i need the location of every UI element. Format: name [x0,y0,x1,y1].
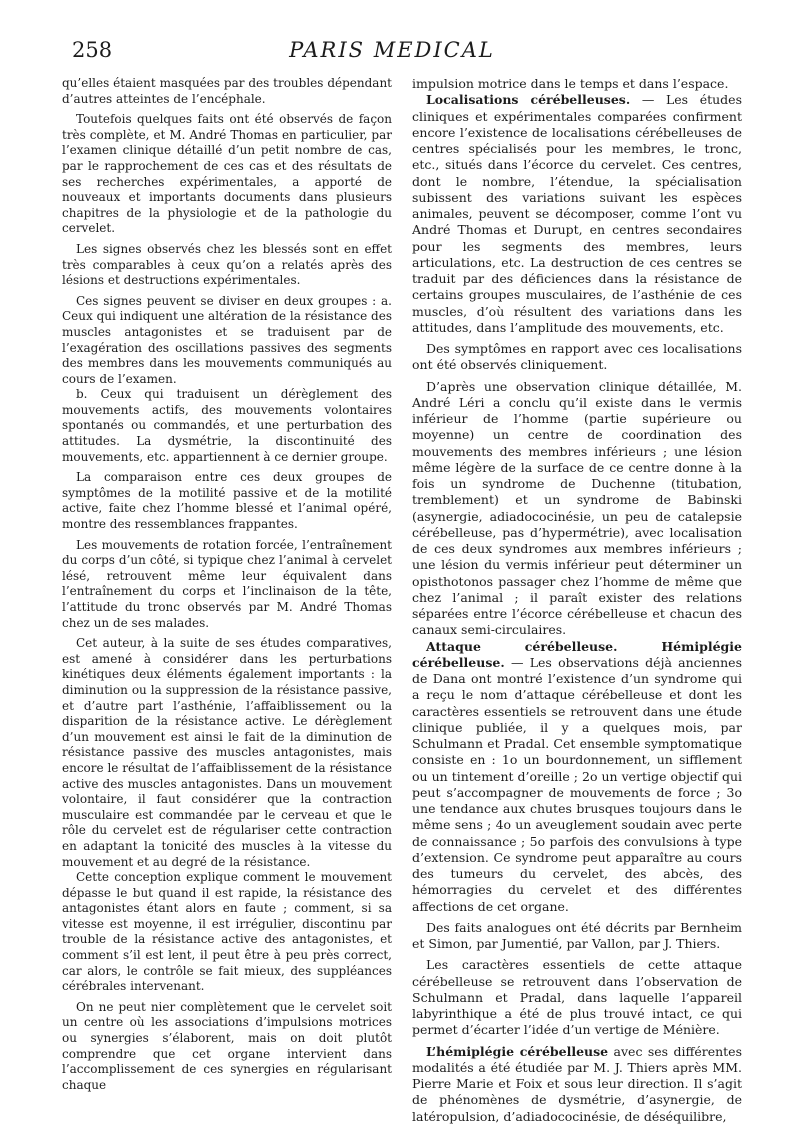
paragraph: impulsion motrice dans le temps et dans l’espace. [412,76,729,91]
paragraph [412,639,742,915]
paragraph: qu’elles étaient masquées par des troubles dépendant d’autres atteintes de l’encéphale. [62,76,392,106]
paragraph-text: — Les observations déjà anciennes de Dana ont montré l’existence d’un syndrome qui a reçu le nom d’attaque cérébelleuse et dont les caractères essentiels se retrouvent dans une étude clinique publiée, il y a quelques mois, par Schulmann et Pradal. Cet ensemble symptomatique consiste en : 1o un bourdonnement, un sifflement ou un tintement d’oreille ; 2o un vertige objectif qui peut s’accompagner de mouvements de force ; 3o une tendance aux chutes brusques toujours dans le même sens ; 4o un aveuglement soudain avec perte de connaissance ; 5o parfois des convulsions à type d’extension. Ce syndrome peut apparaître au cours des tumeurs du cervelet, des abcès, des hémorragies du cervelet et des différentes affections de cet organe. [412,654,742,914]
left-column [62,76,392,1093]
paragraph: Cet auteur, à la suite de ses études comparatives, est amené à considérer dans les perturbations kinétiques deux éléments également importants : la diminution ou la suppression de la résistance passive, et d’autre part l’asthénie, l’affaiblissement ou la disparition de la résistance active. Le dérèglement d’un mouvement est ainsi le fait de la diminution de résistance passive des muscles antagonistes, mais encore le résultat de l’affaiblissement de la résistance active des muscles antagonistes. Dans un mouvement volontaire, il faut considérer que la contraction musculaire est commandée par le cerveau et que le rôle du cervelet est de régulariser cette contraction en adaptant la tonicité des muscles à la vitesse du mouvement et au degré de la résistance. [62,636,392,869]
paragraph: Toutefois quelques faits ont été observés de façon très complète, et M. André Thomas en particulier, par l’examen clinique détaillé d’un petit nombre de cas, par le rapprochement de ces cas et des résultats de ses recherches expérimentales, a apporté de nouveaux et importants documents dans plusieurs chapitres de la physiologie et de la pathologie du cervelet. [62,112,392,236]
paragraph: Ces signes peuvent se diviser en deux groupes : a. Ceux qui indiquent une altération de la résistance des muscles antagonistes et se traduisent par de l’exagération des oscillations passives des segments des membres dans les mouvements communiqués au cours de l’examen. [62,293,392,386]
paragraph: Les mouvements de rotation forcée, l’entraînement du corps d’un côté, si typique chez l’animal à cervelet lésé, retrouvent même leur équivalent dans l’entraînement du corps et l’inclinaison de la tête, l’attitude du tronc observés par M. André Thomas chez un de ses malades. [62,537,392,630]
section-heading: Localisations cérébelleuses. [426,92,631,108]
paragraph: Des symptômes en rapport avec ces localisations ont été observés cliniquement. [412,341,742,373]
paragraph: Les signes observés chez les blessés sont en effet très comparables à ceux qu’on a relatés après des lésions et destructions expérimentales. [62,241,392,288]
right-column [412,76,742,1125]
paragraph: Cette conception explique comment le mouvement dépasse le but quand il est rapide, la résistance des antagonistes étant alors en faute ; comment, si sa vitesse est moyenne, il est irrégulier, discontinu par trouble de la résistance active des antagonistes, et comment s’il est lent, il peut être à peu près correct, car alors, le contrôle se fait mieux, des suppléances cérébrales intervenant. [62,870,392,994]
page-header [42,38,742,68]
paragraph-text: avec ses différentes modalités a été étudiée par M. J. Thiers après MM. Pierre Marie et Foix et sous leur direction. Il s’agit de phénomènes de dysmétrie, d’asynergie, de latéropulsion, d’adiadococinésie, de déséquilibre, [412,1043,742,1124]
running-title: PARIS MEDICAL [289,38,495,62]
section-heading: L’hémiplégie cérébelleuse [426,1043,609,1059]
paragraph: b. Ceux qui traduisent un dérèglement des mouvements actifs, des mouvements volontaires spontanés ou commandés, et une perturbation des attitudes. La dysmétrie, la discontinuité des mouvements, etc. appartiennent à ce dernier groupe. [62,387,392,464]
page-number: 258 [72,38,113,62]
paragraph: Des faits analogues ont été décrits par Bernheim et Simon, par Jumentié, par Vallon, par J. Thiers. [412,919,742,951]
paragraph [412,92,742,336]
paragraph [412,1044,742,1125]
paragraph-text: — Les études cliniques et expérimentales comparées confirment encore l’existence de localisations cérébelleuses de centres spécialisés pour les membres, le tronc, etc., situés dans l’écorce du cervelet. Ces centres, dont le nombre, l’étendue, la spécialisation subissent des variations suivant les espèces animales, peuvent se décomposer, comme l’ont vu André Thomas et Durupt, en centres secondaires pour les segments des membres, leurs articulations, etc. La destruction de ces centres se traduit par des déficiences dans la résistance de certains groupes musculaires, de l’asthénie de ces muscles, d’où résultent des variations dans les attitudes, dans l’amplitude des mouvements, etc. [412,92,742,335]
paragraph: On ne peut nier complètement que le cervelet soit un centre où les associations d’impulsions motrices ou synergies s’élaborent, mais on doit plutôt comprendre que cet organe intervient dans l’accomplissement de ces synergies en régularisant chaque [62,999,392,1092]
paragraph: Les caractères essentiels de cette attaque cérébelleuse se retrouvent dans l’observation de Schulmann et Pradal, dans laquelle l’appareil labyrinthique a été de plus trouvé intact, ce qui permet d’écarter l’idée d’un vertige de Ménière. [412,957,742,1038]
paragraph: D’après une observation clinique détaillée, M. André Léri a conclu qu’il existe dans le vermis inférieur de l’homme (partie supérieure ou moyenne) un centre de coordination des mouvements des membres inférieurs ; une lésion même légère de la surface de ce centre donne à la fois un syndrome de Duchenne (titubation, tremblement) et un syndrome de Babinski (asynergie, adiadococinésie, un peu de catalepsie cérébelleuse, pas d’hypermétrie), avec localisation de ces deux syndromes aux membres inférieurs ; une lésion du vermis inférieur peut déterminer un opisthotonos passager chez l’homme de même que chez l’animal ; il paraît exister des relations séparées entre l’écorce cérébelleuse et chacun des canaux semi-circulaires. [412,378,742,638]
section-heading: Attaque cérébelleuse. Hémiplégie cérébelleuse. [412,638,742,670]
paragraph: La comparaison entre ces deux groupes de symptômes de la motilité passive et de la motilité active, faite chez l’homme blessé et l’animal opéré, montre des ressemblances frappantes. [62,470,392,532]
